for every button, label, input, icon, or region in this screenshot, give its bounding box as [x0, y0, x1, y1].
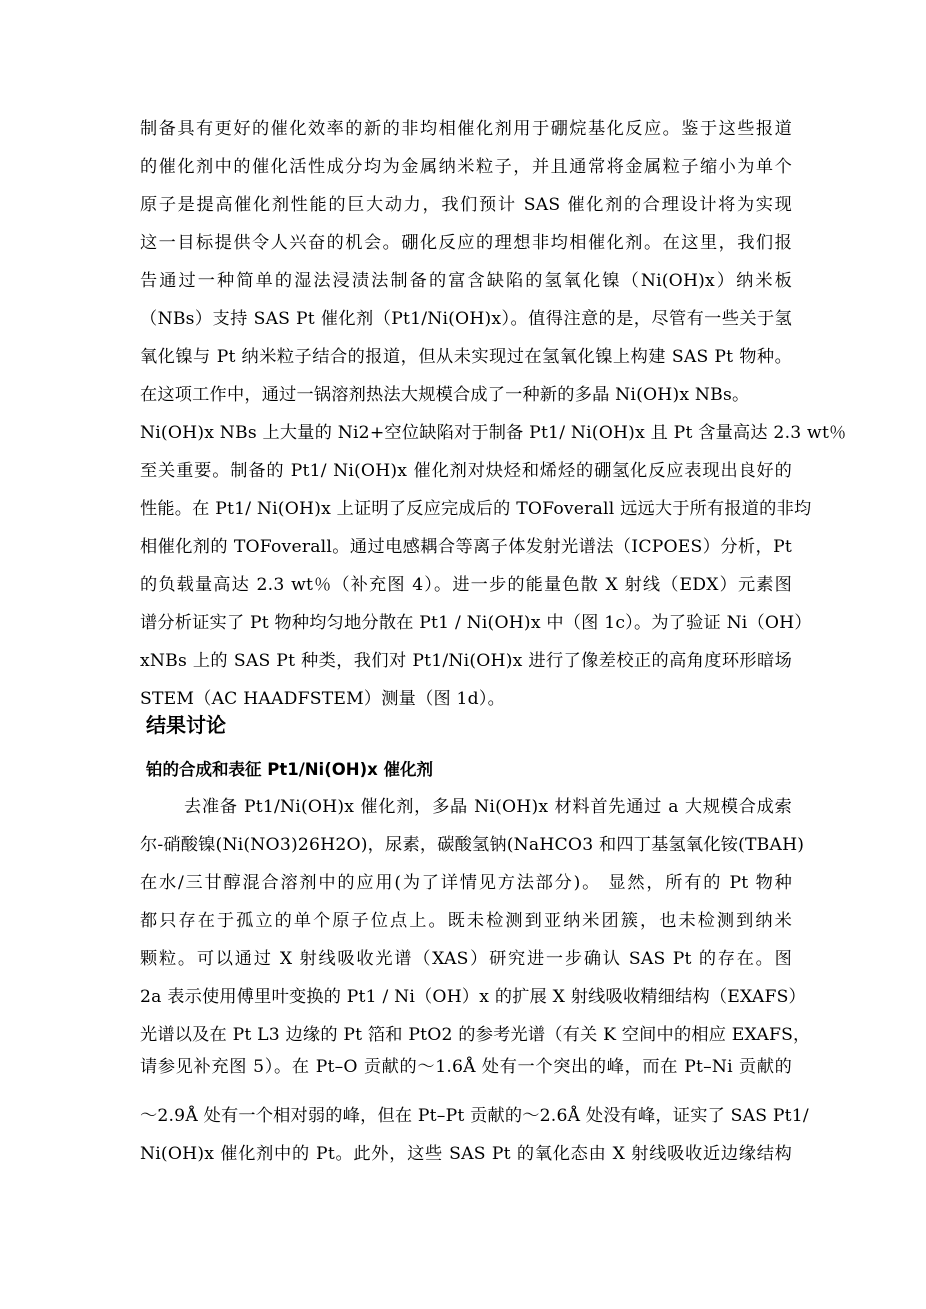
paragraph-line: 性能。在 Pt1/ Ni(OH)x 上证明了反应完成后的 TOFoverall 远远大于所有报道的非均 [140, 499, 812, 519]
paragraph-line: 2a 表示使用傅里叶变换的 Pt1 / Ni（OH）x 的扩展 X 射线吸收精细结构（EXAFS） [140, 987, 806, 1007]
paragraph-line: xNBs 上的 SAS Pt 种类，我们对 Pt1/Ni(OH)x 进行了像差校正的高角度环形暗场 [140, 651, 792, 671]
paragraph-line: 都只存在于孤立的单个原子位点上。既未检测到亚纳米团簇，也未检测到纳米 [140, 911, 792, 931]
paragraph-line: ～2.9Å 处有一个相对弱的峰，但在 Pt–Pt 贡献的～2.6Å 处没有峰，证实了 SAS Pt1/ [140, 1106, 809, 1126]
paragraph-line: 告通过一种简单的湿法浸渍法制备的富含缺陷的氢氧化镍（Ni(OH)x）纳米板 [140, 271, 792, 291]
paragraph-line: 去准备 Pt1/Ni(OH)x 催化剂，多晶 Ni(OH)x 材料首先通过 a 大规模合成索 [184, 797, 792, 817]
paragraph-line: 在这项工作中，通过一锅溶剂热法大规模合成了一种新的多晶 Ni(OH)x NBs。 [140, 385, 750, 405]
paragraph-line: Ni(OH)x NBs 上大量的 Ni2+空位缺陷对于制备 Pt1/ Ni(OH)x 且 Pt 含量高达 2.3 wt％ [140, 423, 847, 443]
paragraph-line: 尔-硝酸镍(Ni(NO3)26H2O)，尿素，碳酸氢钠(NaHCO3 和四丁基氢氧化铵(TBAH) [140, 835, 805, 855]
paragraph-line: 原子是提高催化剂性能的巨大动力，我们预计 SAS 催化剂的合理设计将为实现 [140, 195, 792, 215]
paragraph-line: STEM（AC HAADFSTEM）测量（图 1d）。 [140, 689, 506, 709]
paragraph-line: 至关重要。制备的 Pt1/ Ni(OH)x 催化剂对炔烃和烯烃的硼氢化反应表现出良好的 [140, 461, 792, 481]
subsection-heading: 铂的合成和表征 Pt1/Ni(OH)x 催化剂 [146, 760, 434, 779]
paragraph-line: 这一目标提供令人兴奋的机会。硼化反应的理想非均相催化剂。在这里，我们报 [140, 233, 792, 253]
paragraph-line: 相催化剂的 TOFoverall。通过电感耦合等离子体发射光谱法（ICPOES）分析，Pt [140, 537, 792, 557]
paragraph-line: 制备具有更好的催化效率的新的非均相催化剂用于硼烷基化反应。鉴于这些报道 [140, 119, 792, 139]
paragraph-line: 光谱以及在 Pt L3 边缘的 Pt 箔和 PtO2 的参考光谱（有关 K 空间中的相应 EXAFS， [140, 1025, 811, 1045]
paragraph-line: （NBs）支持 SAS Pt 催化剂（Pt1/Ni(OH)x）。值得注意的是，尽管有一些关于氢 [140, 309, 792, 329]
paragraph-line: 在水/三甘醇混合溶剂中的应用(为了详情见方法部分)。 显然，所有的 Pt 物种 [140, 873, 792, 893]
paragraph-line: 的催化剂中的催化活性成分均为金属纳米粒子，并且通常将金属粒子缩小为单个 [140, 157, 792, 177]
paragraph-line: 的负载量高达 2.3 wt％（补充图 4）。进一步的能量色散 X 射线（EDX）元素图 [140, 575, 792, 595]
paragraph-line: 请参见补充图 5）。在 Pt–O 贡献的～1.6Å 处有一个突出的峰，而在 Pt–Ni 贡献的 [140, 1057, 792, 1077]
paragraph-line: Ni(OH)x 催化剂中的 Pt。此外，这些 SAS Pt 的氧化态由 X 射线吸收近边缘结构 [140, 1144, 792, 1164]
paragraph-line: 谱分析证实了 Pt 物种均匀地分散在 Pt1 / Ni(OH)x 中（图 1c）。为了验证 Ni（OH） [140, 613, 812, 633]
paragraph-line: 氧化镍与 Pt 纳米粒子结合的报道，但从未实现过在氢氧化镍上构建 SAS Pt 物种。 [140, 347, 792, 367]
section-heading: 结果讨论 [146, 713, 226, 737]
paragraph-line: 颗粒。可以通过 X 射线吸收光谱（XAS）研究进一步确认 SAS Pt 的存在。图 [140, 949, 792, 969]
